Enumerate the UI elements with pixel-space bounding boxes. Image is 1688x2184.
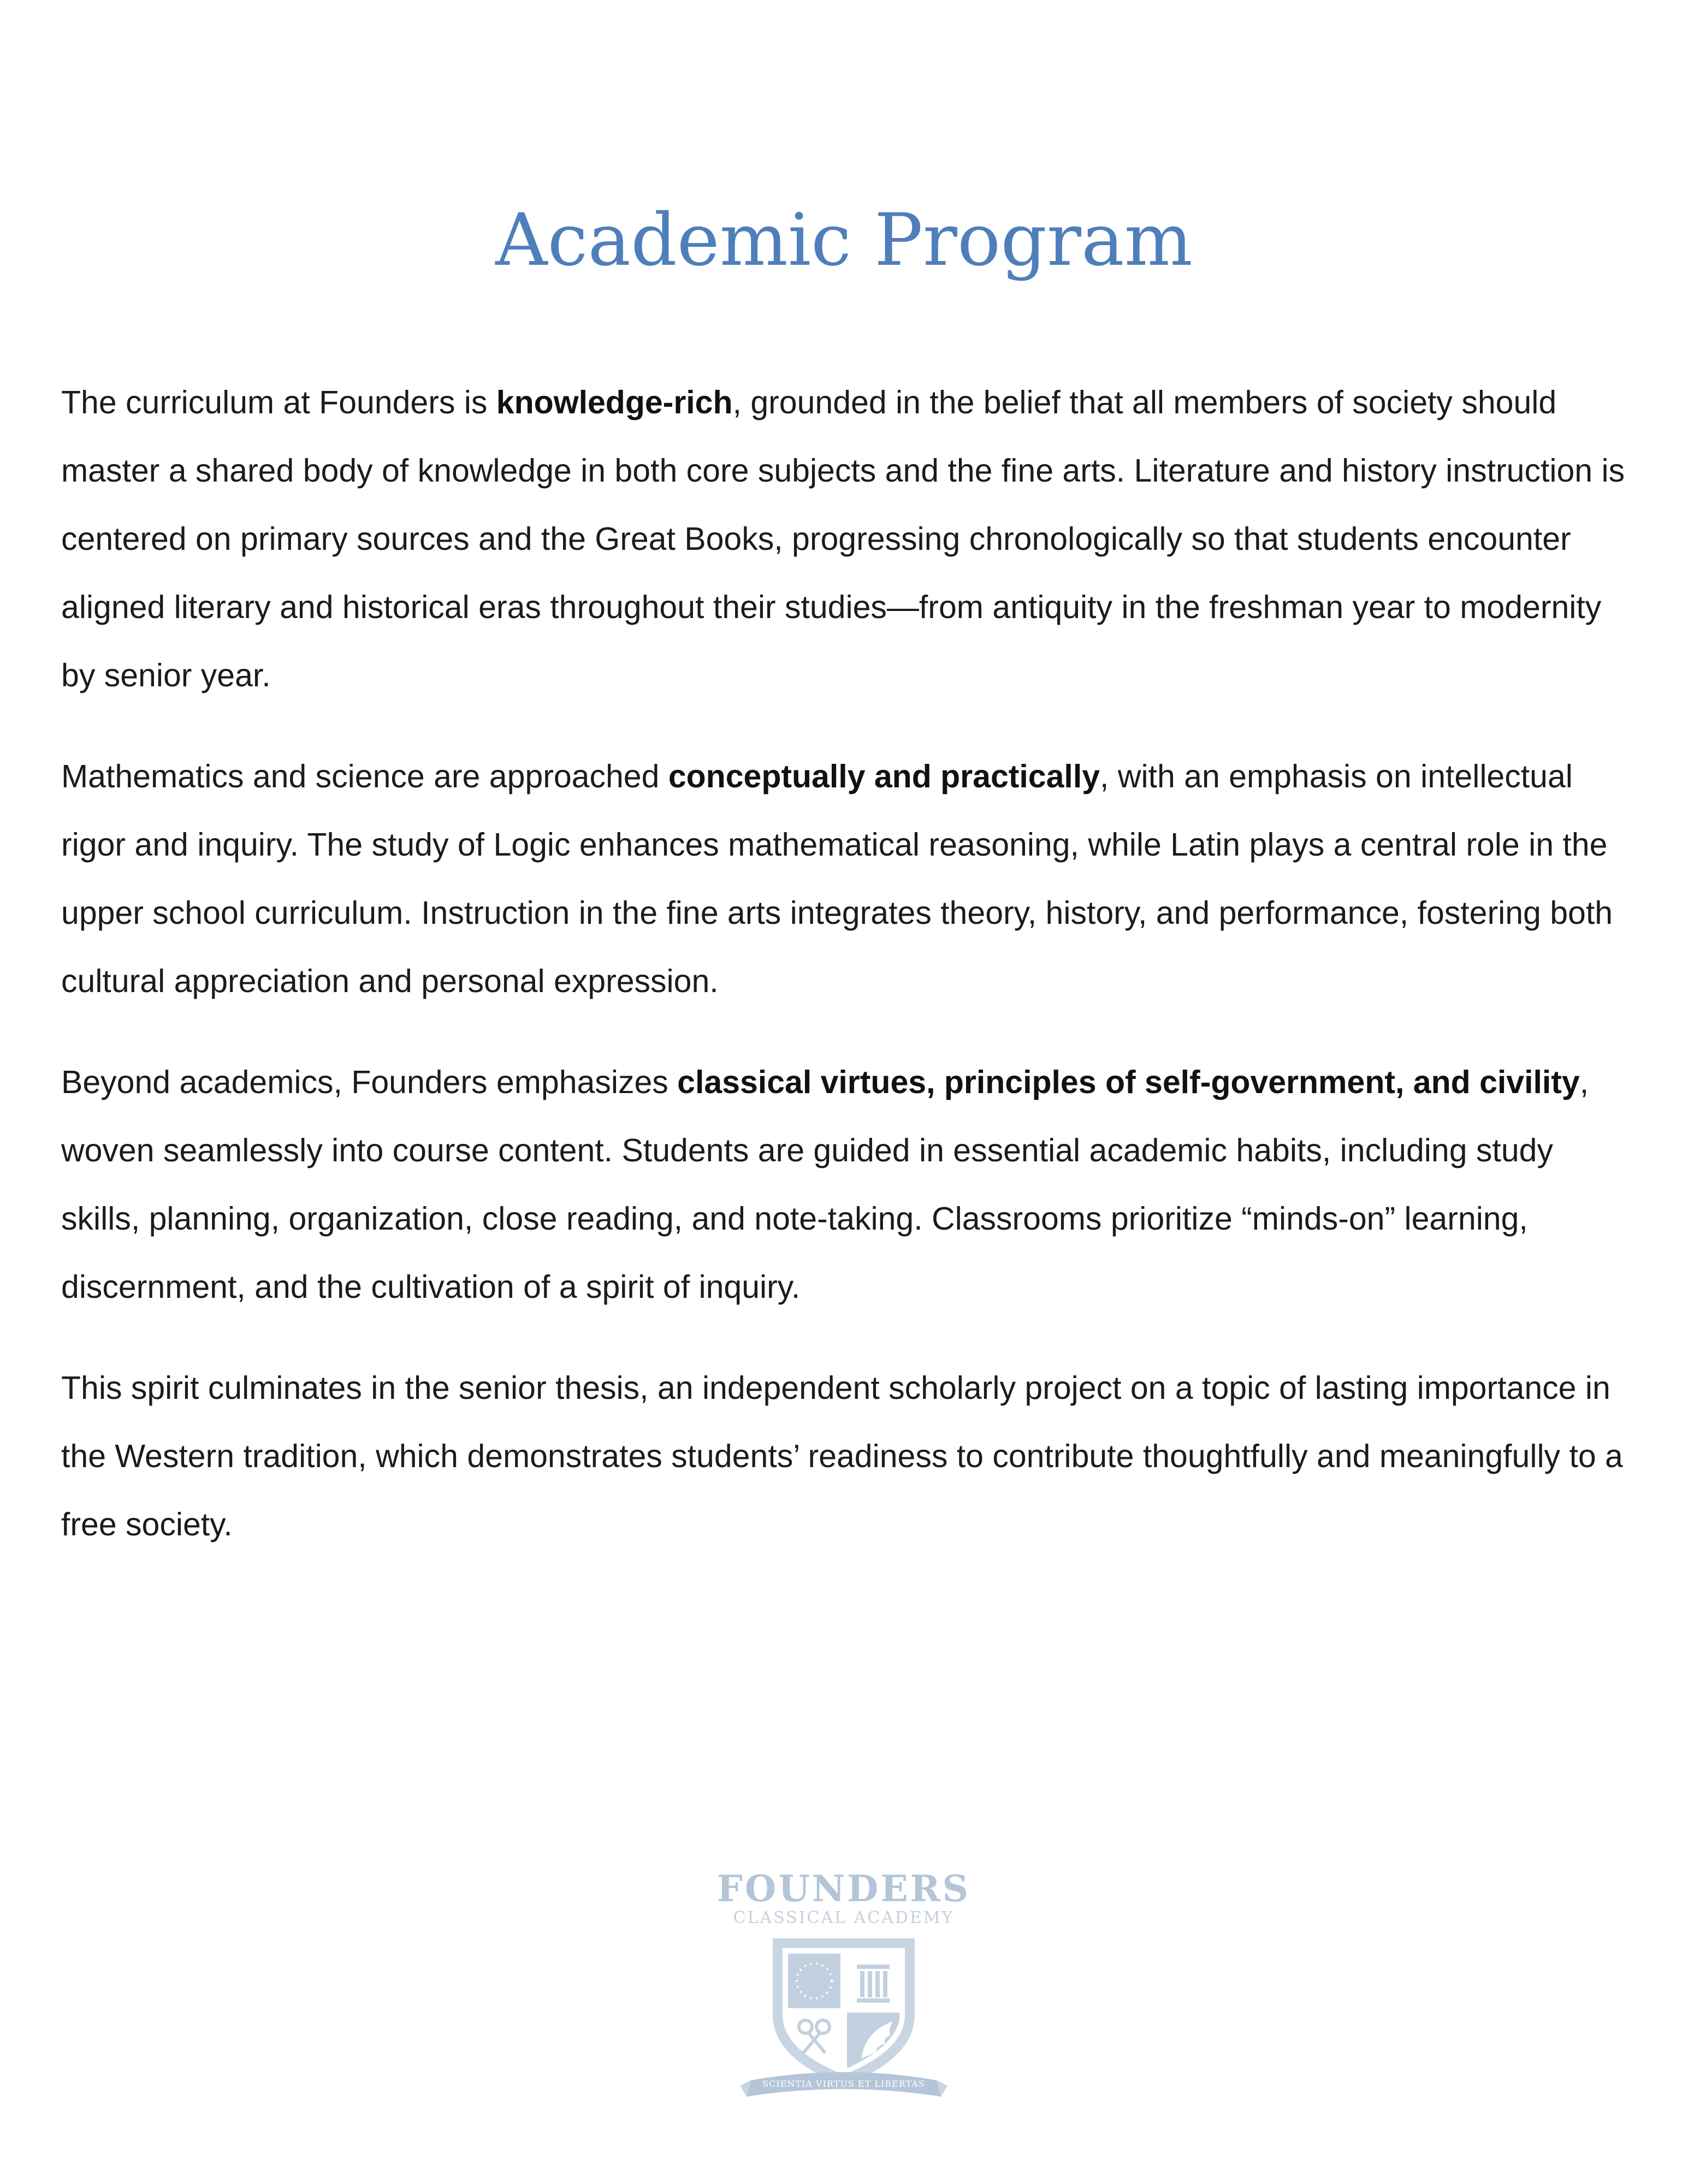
emphasis-knowledge-rich: knowledge-rich [496, 384, 733, 420]
document-body [61, 369, 1634, 1592]
page-title: Academic Program [495, 198, 1193, 282]
crest-icon [702, 1867, 986, 2113]
emphasis-classical-virtues: classical virtues, principles of self-government, and civility [677, 1064, 1580, 1100]
founders-logo [702, 1867, 986, 2113]
paragraph-math-science: Mathematics and science are approached conceptually and practically, with an emphasis on intellectual rigor and inquiry. The study of Logic enhances mathematical reasoning, while Latin plays a central role in the upper school curriculum. Instruction in the fine arts integrates theory, history, and performance, fostering both cultural appreciation and personal expression. [61, 758, 1613, 999]
logo-motto: SCIENTIA VIRTUS ET LIBERTAS [762, 2079, 925, 2089]
logo-subtitle: CLASSICAL ACADEMY [733, 1908, 955, 1927]
logo-name: FOUNDERS [716, 1867, 971, 1910]
paragraph-curriculum: The curriculum at Founders is knowledge-rich, grounded in the belief that all members of society should master a shared body of knowledge in both core subjects and the fine arts. Literature and history instruction is centered on primary sources and the Great Books, progressing chronologically so that students encounter aligned literary and historical eras throughout their studies—from antiquity in the freshman year to modernity by senior year. [61, 384, 1625, 693]
emphasis-conceptually-practically: conceptually and practically [668, 758, 1100, 794]
paragraph-virtues: Beyond academics, Founders emphasizes classical virtues, principles of self-government, and civility, woven seamlessly into course content. Students are guided in essential academic habits, including study skills, planning, organization, close reading, and note-taking. Classrooms prioritize “minds-on” learning, discernment, and the cultivation of a spirit of inquiry. [61, 1064, 1589, 1305]
paragraph-senior-thesis: This spirit culminates in the senior thesis, an independent scholarly project on a topic of lasting importance in the Western tradition, which demonstrates students’ readiness to contribute thoughtfully and meaningfully to a free society. [61, 1370, 1623, 1542]
